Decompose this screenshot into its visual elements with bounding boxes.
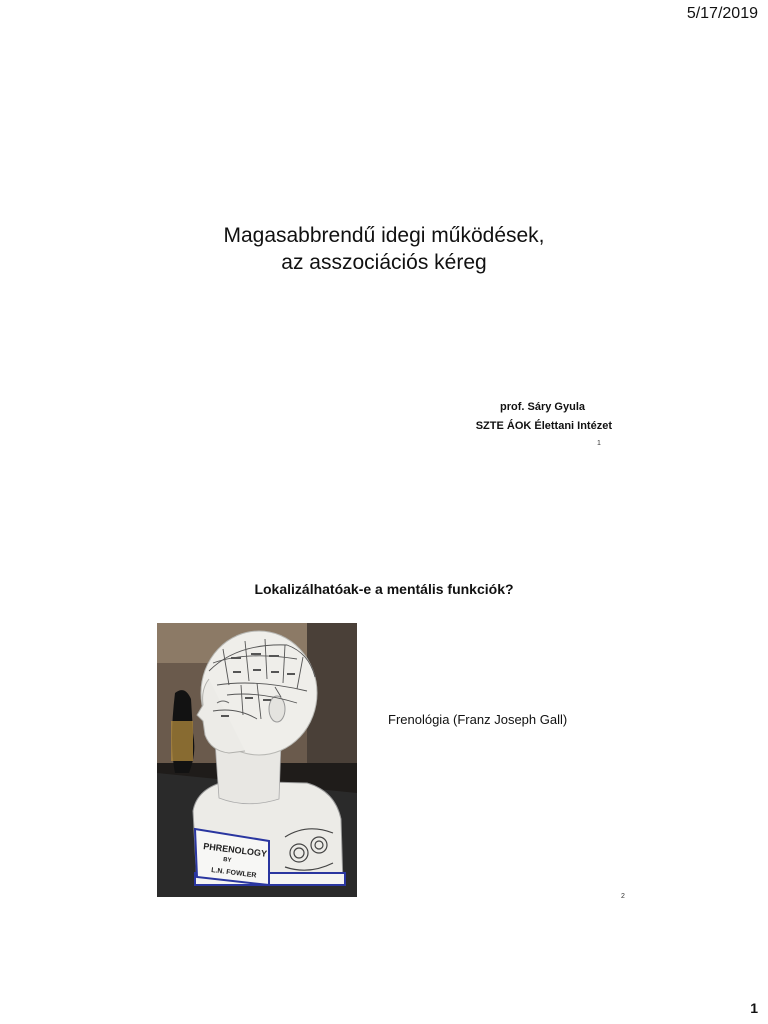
bust-label-line1: PHRENOLOGY bbox=[202, 841, 268, 859]
slide1-title-line2: az asszociációs kéreg bbox=[281, 251, 487, 274]
phrenology-bust-photo bbox=[157, 623, 357, 897]
slide1-title-line1: Magasabbrendű idegi működések, bbox=[223, 224, 545, 247]
author-affiliation: SZTE ÁOK Élettani Intézet bbox=[475, 420, 612, 432]
document-date: 5/17/2019 bbox=[686, 5, 758, 22]
slide2-caption: Frenológia (Franz Joseph Gall) bbox=[388, 712, 568, 727]
slide2-title: Lokalizálhatóak-e a mentális funkciók? bbox=[254, 581, 514, 597]
page-number: 1 bbox=[750, 1000, 758, 1016]
slide2-number: 2 bbox=[621, 893, 625, 900]
bust-label-line3: L.N. FOWLER bbox=[210, 867, 257, 880]
author-name: prof. Sáry Gyula bbox=[500, 401, 585, 413]
bust-label-line2: BY bbox=[222, 857, 232, 865]
slide1-number: 1 bbox=[597, 440, 601, 447]
slide1-author-block bbox=[476, 398, 612, 436]
slide1-title bbox=[0, 222, 768, 276]
